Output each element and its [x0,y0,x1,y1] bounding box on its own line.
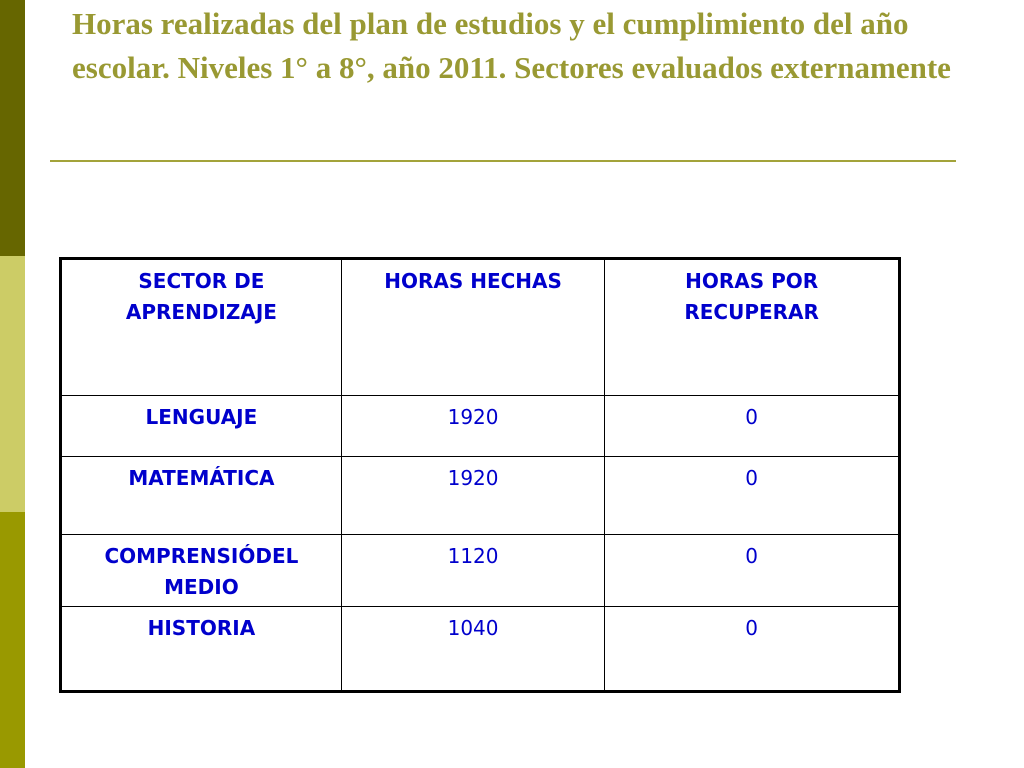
header-sector-line1: SECTOR DE [138,269,265,293]
sector-name: LENGUAJE [145,405,258,429]
sector-name: MATEMÁTICA [128,466,275,490]
sector-cell [61,607,342,692]
horas-hechas-cell: 1040 [341,607,604,692]
slide-title: Horas realizadas del plan de estudios y el cumplimiento del año escolar. Niveles 1° a 8°, año 2011. Sectores evaluados externamente [72,6,951,85]
sidebar-segment-top [0,0,25,256]
sector-name-line2: MEDIO [164,575,239,599]
table-header-row [61,259,900,396]
horas-hechas-cell: 1120 [341,535,604,607]
sector-cell [61,535,342,607]
sector-name: COMPRENSIÓDEL [104,544,299,568]
horas-recuperar-cell: 0 [605,457,900,535]
sector-cell [61,396,342,457]
header-recuperar-line1: HORAS POR [685,269,819,293]
horas-hechas-cell: 1920 [341,457,604,535]
horas-recuperar-cell: 0 [605,396,900,457]
sidebar-segment-middle [0,256,25,512]
sector-name: HISTORIA [147,616,256,640]
header-sector-line2: APRENDIZAJE [125,300,277,324]
horas-recuperar-cell: 0 [605,535,900,607]
header-recuperar-line2: RECUPERAR [684,300,819,324]
horas-hechas-cell: 1920 [341,396,604,457]
sector-cell [61,457,342,535]
title-underline [50,160,956,162]
hours-table [59,257,901,693]
header-recuperar [605,259,900,396]
sidebar-decoration [0,0,25,768]
table-row [61,396,900,457]
header-sector [61,259,342,396]
horas-recuperar-cell: 0 [605,607,900,692]
table-row [61,535,900,607]
sidebar-segment-bottom [0,512,25,768]
table-row [61,607,900,692]
header-hechas [341,259,604,396]
header-hechas-label: HORAS HECHAS [384,269,562,293]
table-row [61,457,900,535]
